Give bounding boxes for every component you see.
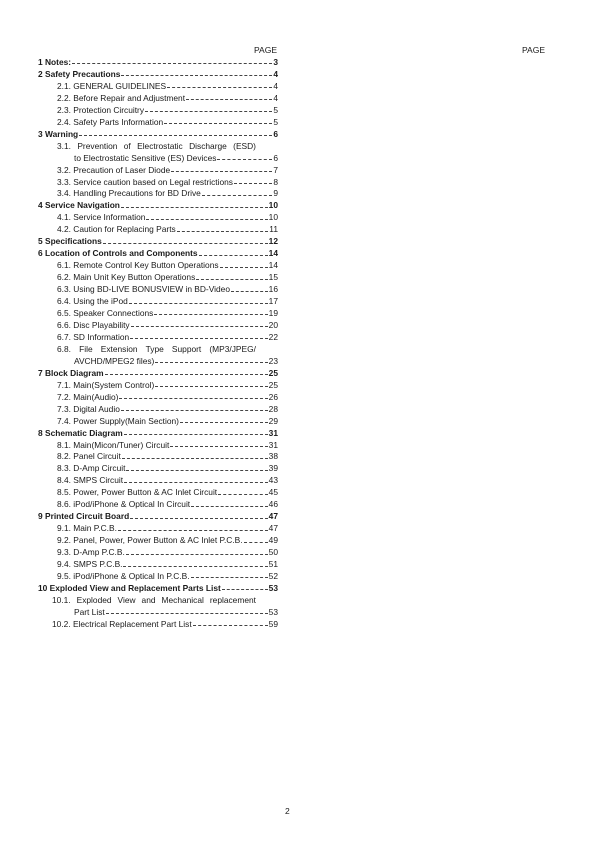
toc-entry-main-unit-keys[interactable]: 6.2. Main Unit Key Button Operations 15 <box>57 272 278 283</box>
toc-entry-before-repair[interactable]: 2.2. Before Repair and Adjustment 4 <box>57 92 278 103</box>
page-column-header-left: PAGE <box>254 45 277 55</box>
toc-entry-panel-circuit[interactable]: 8.2. Panel Circuit 38 <box>57 451 278 462</box>
toc-entry-notes[interactable]: 1 Notes: 3 <box>38 57 278 67</box>
toc-entry-file-extension-line1: 6.8. File Extension Type Support (MP3/JPEG/ <box>57 343 256 354</box>
toc-entry-safety-parts[interactable]: 2.4. Safety Parts Information 5 <box>57 116 278 127</box>
toc-entry-specifications[interactable]: 5 Specifications 12 <box>38 236 278 247</box>
toc-entry-esd-prevention[interactable] <box>38 141 278 165</box>
toc-entry-using-ipod[interactable]: 6.4. Using the iPod 17 <box>57 296 278 307</box>
toc-entry-file-extension-line2: AVCHD/MPEG2 files) 23 <box>74 355 278 366</box>
toc-entry-file-extension[interactable] <box>38 344 278 368</box>
toc-entry-printed-circuit-board[interactable]: 9 Printed Circuit Board 47 <box>38 511 278 522</box>
toc-entry-main-system-control[interactable]: 7.1. Main(System Control) 25 <box>57 379 278 390</box>
toc-entry-replacing-parts[interactable]: 4.2. Caution for Replacing Parts 11 <box>57 224 278 235</box>
toc-entry-exploded-view[interactable]: 10 Exploded View and Replacement Parts List 53 <box>38 582 278 593</box>
toc-entry-remote-control[interactable]: 6.1. Remote Control Key Button Operations 14 <box>57 260 278 271</box>
toc-entry-power-supply[interactable]: 7.4. Power Supply(Main Section) 29 <box>57 415 278 426</box>
toc-entry-safety-precautions[interactable]: 2 Safety Precautions 4 <box>38 68 278 79</box>
toc-entry-main-audio[interactable]: 7.2. Main(Audio) 26 <box>57 391 278 402</box>
toc-entry-bd-live[interactable]: 6.3. Using BD-LIVE BONUSVIEW in BD-Video 16 <box>57 284 278 295</box>
toc-entry-warning[interactable]: 3 Warning 6 <box>38 128 278 139</box>
toc-entry-panel-power-pcb[interactable]: 9.2. Panel, Power, Power Button & AC Inlet P.C.B. 49 <box>57 535 278 546</box>
toc-entry-power-button-circuit[interactable]: 8.5. Power, Power Button & AC Inlet Circuit 45 <box>57 487 278 498</box>
toc-entry-electrical-parts[interactable]: 10.2. Electrical Replacement Part List 59 <box>52 618 278 629</box>
toc-entry-service-information[interactable]: 4.1. Service Information 10 <box>57 212 278 223</box>
toc-entry-legal-restrictions[interactable]: 3.3. Service caution based on Legal restrictions 8 <box>57 176 278 187</box>
toc-entry-exploded-mechanical[interactable] <box>38 595 278 619</box>
toc-entry-ipod-optical-circuit[interactable]: 8.6. iPod/iPhone & Optical In Circuit 46 <box>57 499 278 510</box>
toc-entry-esd-line1: 3.1. Prevention of Electrostatic Discharge (ESD) <box>57 140 256 151</box>
toc-entry-location-controls[interactable]: 6 Location of Controls and Components 14 <box>38 248 278 259</box>
toc-entry-exploded-mechanical-line1: 10.1. Exploded View and Mechanical replacement <box>52 594 256 605</box>
toc-entry-bd-drive[interactable]: 3.4. Handling Precautions for BD Drive 9 <box>57 188 278 199</box>
toc-entry-protection-circuitry[interactable]: 2.3. Protection Circuitry 5 <box>57 104 278 115</box>
toc-entry-d-amp-circuit[interactable]: 8.3. D-Amp Circuit 39 <box>57 463 278 474</box>
toc-entry-laser-diode[interactable]: 3.2. Precaution of Laser Diode 7 <box>57 164 278 175</box>
toc-entry-main-micon-tuner[interactable]: 8.1. Main(Micon/Tuner) Circuit 31 <box>57 439 278 450</box>
toc-entry-service-navigation[interactable]: 4 Service Navigation 10 <box>38 200 278 211</box>
toc-entry-block-diagram[interactable]: 7 Block Diagram 25 <box>38 367 278 378</box>
toc-entry-digital-audio[interactable]: 7.3. Digital Audio 28 <box>57 403 278 414</box>
toc-entry-d-amp-pcb[interactable]: 9.3. D-Amp P.C.B. 50 <box>57 547 278 558</box>
toc-entry-general-guidelines[interactable]: 2.1. GENERAL GUIDELINES 4 <box>57 80 278 91</box>
toc-entry-sd-information[interactable]: 6.7. SD Information 22 <box>57 331 278 342</box>
toc-entry-esd-line2: to Electrostatic Sensitive (ES) Devices 6 <box>74 152 278 163</box>
toc-entry-smps-circuit[interactable]: 8.4. SMPS Circuit 43 <box>57 475 278 486</box>
toc-entry-schematic-diagram[interactable]: 8 Schematic Diagram 31 <box>38 427 278 438</box>
table-of-contents <box>38 57 278 631</box>
toc-entry-disc-playability[interactable]: 6.6. Disc Playability 20 <box>57 319 278 330</box>
page-column-header-right: PAGE <box>522 45 545 55</box>
page-number: 2 <box>285 806 290 816</box>
toc-entry-smps-pcb[interactable]: 9.4. SMPS P.C.B. 51 <box>57 559 278 570</box>
toc-entry-exploded-mechanical-line2: Part List 53 <box>74 606 278 617</box>
toc-entry-main-pcb[interactable]: 9.1. Main P.C.B. 47 <box>57 523 278 534</box>
toc-entry-speaker-connections[interactable]: 6.5. Speaker Connections 19 <box>57 308 278 319</box>
toc-entry-ipod-optical-pcb[interactable]: 9.5. iPod/iPhone & Optical In P.C.B. 52 <box>57 570 278 581</box>
